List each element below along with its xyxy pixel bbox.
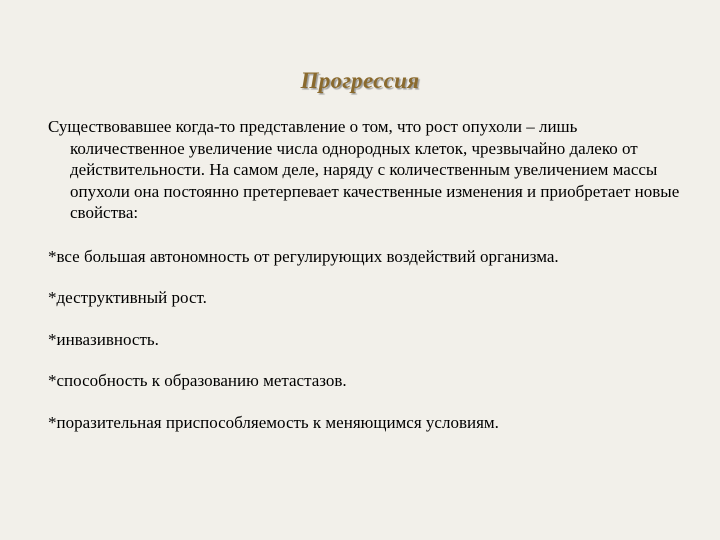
bullet-destructive-growth: *деструктивный рост.	[48, 288, 207, 307]
bullet-autonomy: *все большая автономность от регулирующих воздействий организма.	[48, 246, 559, 266]
bullet-adaptability: *поразительная приспособляемость к меняющимся условиям.	[48, 412, 499, 432]
slide-content	[48, 116, 688, 433]
bullet-metastasis: *способность к образованию метастазов.	[48, 371, 347, 390]
intro-paragraph: Существовавшее когда-то представление о том, что рост опухоли – лишь количественное увеличение числа однородных клеток, чрезвычайно далеко от действительности. На самом деле, наряду с количественным увеличением массы опухоли она постоянно претерпевает качественные изменения и приобретает новые свойства:	[48, 117, 680, 222]
bullet-invasiveness: *инвазивность.	[48, 329, 159, 349]
slide-title: Прогрессия	[300, 68, 420, 93]
